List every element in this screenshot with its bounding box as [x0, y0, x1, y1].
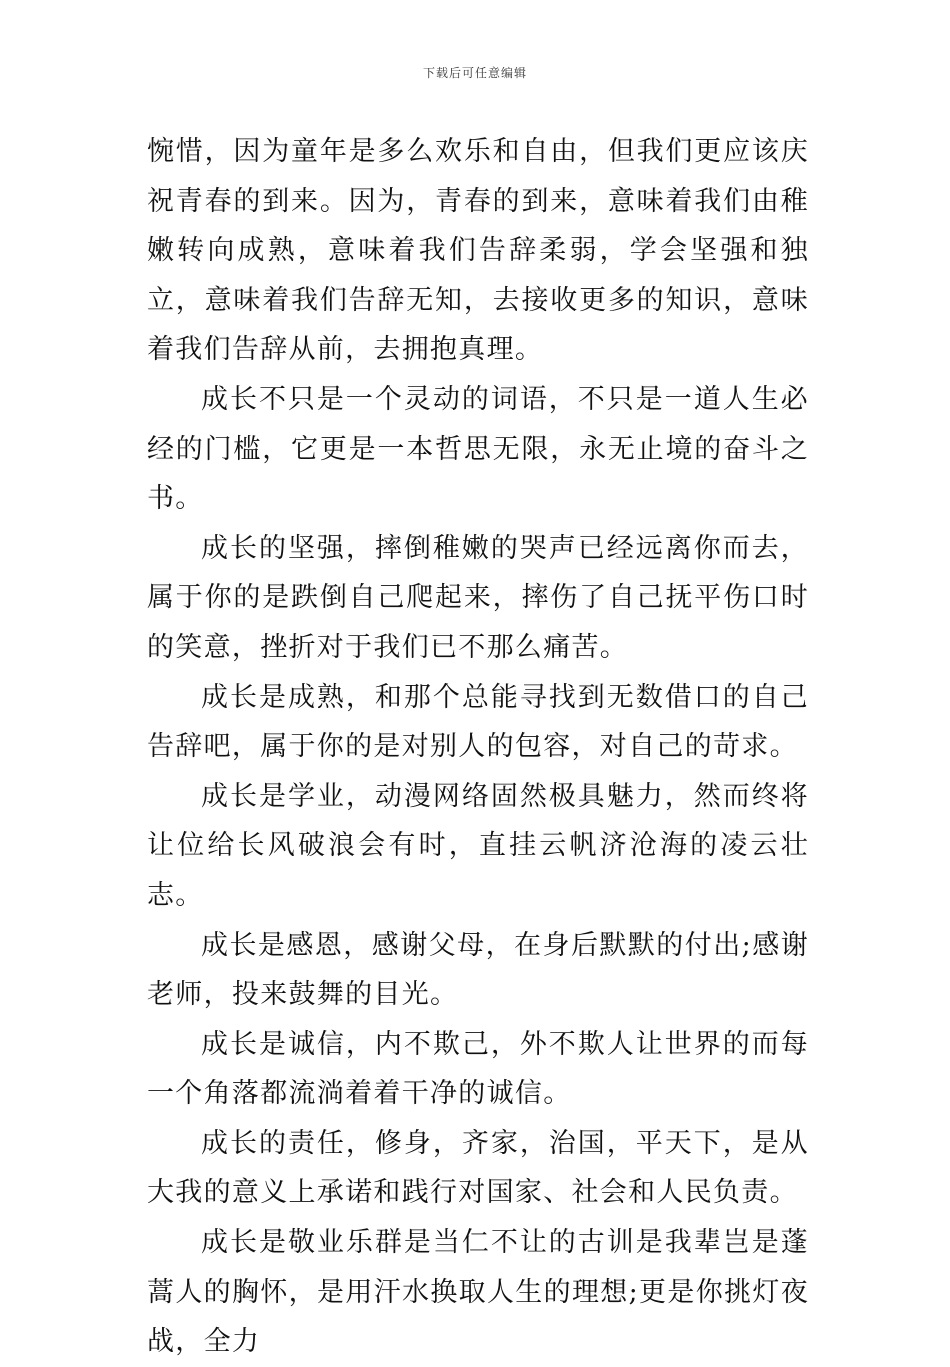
- paragraph-3: 成长的坚强，摔倒稚嫩的哭声已经远离你而去，属于你的是跌倒自己爬起来，摔伤了自己抚平伤口时的笑意，挫折对于我们已不那么痛苦。: [147, 532, 809, 663]
- paragraph-9: 成长是敬业乐群是当仁不让的古训是我辈岂是蓬蒿人的胸怀，是用汗水换取人生的理想;更是你挑灯夜战，全力: [147, 1227, 809, 1358]
- paragraph-4: 成长是成熟，和那个总能寻找到无数借口的自己告辞吧，属于你的是对别人的包容，对自己的苛求。: [147, 681, 809, 763]
- document-body: [147, 127, 809, 1367]
- page-header: 下载后可任意编辑: [422, 66, 527, 80]
- paragraph-5: 成长是学业，动漫网络固然极具魅力，然而终将让位给长风破浪会有时，直挂云帆济沧海的凌云壮志。: [147, 780, 809, 911]
- paragraph-2: 成长不只是一个灵动的词语，不只是一道人生必经的门槛，它更是一本哲思无限，永无止境的奋斗之书。: [147, 383, 809, 515]
- paragraph-1: 惋惜，因为童年是多么欢乐和自由，但我们更应该庆祝青春的到来。因为，青春的到来，意味着我们由稚嫩转向成熟，意味着我们告辞柔弱，学会坚强和独立，意味着我们告辞无知，去接收更多的知识，意味着我们告辞从前，去拥抱真理。: [147, 136, 809, 366]
- paragraph-6: 成长是感恩，感谢父母，在身后默默的付出;感谢老师，投来鼓舞的目光。: [147, 929, 809, 1011]
- paragraph-8: 成长的责任，修身，齐家，治国，平天下，是从大我的意义上承诺和践行对国家、社会和人民负责。: [147, 1127, 809, 1209]
- paragraph-7: 成长是诚信，内不欺己，外不欺人让世界的而每一个角落都流淌着着干净的诚信。: [147, 1028, 809, 1110]
